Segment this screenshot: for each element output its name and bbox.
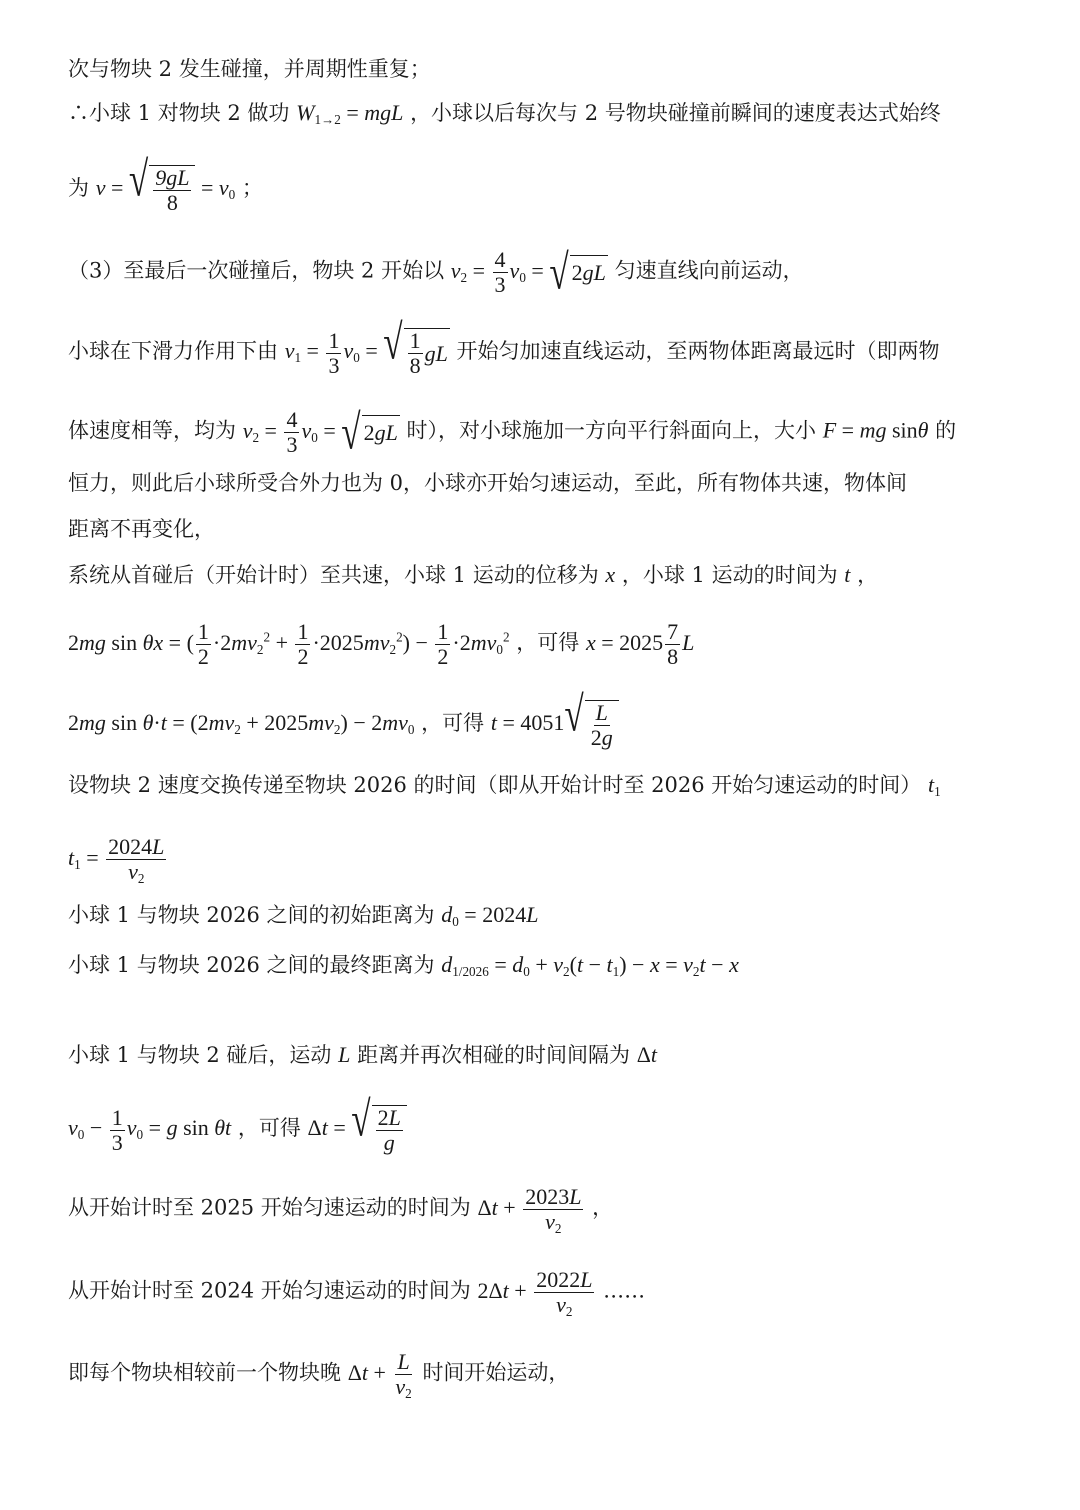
text-line-2 bbox=[68, 98, 1018, 128]
formula-final-distance: $d_{1/2026} = d_0 + v_2(t - t_1) - x = v_2t - x$ bbox=[441, 952, 739, 979]
line-text: 匀速直线向前运动， bbox=[614, 258, 804, 283]
line-text: ； bbox=[241, 176, 263, 201]
text-line-9 bbox=[68, 560, 1018, 590]
text-line-14 bbox=[68, 900, 1018, 930]
line-text: 为 bbox=[68, 176, 89, 201]
formula-t1: $t_1$ = $\frac{2024L}{v_2}$ bbox=[68, 834, 165, 887]
equation-interval bbox=[68, 1092, 1018, 1156]
equation-t1 bbox=[68, 834, 1018, 887]
line-text: …… bbox=[603, 1278, 646, 1303]
text-line-18 bbox=[68, 1184, 1018, 1237]
text-line-4 bbox=[68, 245, 1018, 300]
symbol-t: t bbox=[844, 562, 851, 587]
line-text: ， bbox=[592, 1195, 614, 1220]
text-line-6 bbox=[68, 405, 1018, 460]
text-line-12 bbox=[68, 770, 1018, 800]
line-text: 的 bbox=[935, 418, 957, 443]
line-text: ，小球 1 运动的时间为 bbox=[621, 563, 838, 587]
formula-t-result: t = 4051 √ $\frac{L}{2g}$ bbox=[491, 710, 619, 735]
equation-momentum bbox=[68, 687, 1018, 751]
formula-v2-equal: $v_2$ = $\frac{4}{3}$ $v_0$ = √ 2 gL bbox=[242, 405, 398, 460]
line-text: 体速度相等，均为 bbox=[68, 418, 236, 443]
line-text: ，小球以后每次与 2 号物块碰撞前瞬间的速度表达式始终 bbox=[410, 101, 941, 125]
formula-work: $W_{1\to 2}$ = mgL bbox=[296, 100, 404, 127]
symbol-delta-t: Δt bbox=[636, 1042, 658, 1067]
line-text: 从开始计时至 2024 开始匀速运动的时间为 bbox=[68, 1278, 471, 1303]
line-text: ， bbox=[857, 563, 879, 587]
formula-v1: $v_1$ = $\frac{1}{3}$ $v_0$ = √ $\frac{1}{8}$ gL bbox=[284, 315, 448, 379]
line-text: 次与物块 2 发生碰撞，并周期性重复； bbox=[68, 57, 431, 81]
line-text: ∴小球 1 对物块 2 做功 bbox=[68, 101, 290, 125]
formula-delta-t: Δt = √ $\frac{2L}{g}$ bbox=[308, 1115, 407, 1140]
formula-force: F = mg sinθ bbox=[822, 417, 929, 443]
formula-interval: $v_0$ − $\frac{1}{3}$ $v_0 = g$ sin θt bbox=[68, 1104, 232, 1155]
formula-momentum: 2mg $\sin \theta\cdot t = (2mv_2 + 2025mv_2) - 2mv_0$ bbox=[68, 710, 415, 738]
text-line-5 bbox=[68, 315, 1018, 379]
line-text: 距离不再变化， bbox=[68, 517, 215, 541]
line-text: 从开始计时至 2025 开始匀速运动的时间为 bbox=[68, 1195, 471, 1220]
line-text: ，可得 bbox=[237, 1116, 301, 1141]
symbol-L: L bbox=[338, 1042, 351, 1067]
line-text: 小球 1 与物块 2 碰后，运动 bbox=[68, 1043, 332, 1067]
line-text: 设物块 2 速度交换传递至物块 2026 的时间（即从开始计时至 2026 开始匀速运动的时间） bbox=[68, 773, 922, 797]
formula-v2: $v_2$ = $\frac{4}{3}$ $v_0$ = √ 2 gL bbox=[450, 245, 606, 300]
symbol-t1: $t_1$ bbox=[927, 772, 941, 799]
formula-energy: 2mg sin θx = ( $\frac{1}{2}$ $\cdot 2mv_2^2$ + $\frac{1}{2}$ $\cdot 2025mv_2^2$) − $\frac{1}{2}$ $\cdot 2mv_0^2$ bbox=[68, 619, 510, 670]
line-text: 系统从首碰后（开始计时）至共速，小球 1 运动的位移为 bbox=[68, 563, 599, 587]
text-line-15 bbox=[68, 950, 1018, 980]
text-line-19 bbox=[68, 1267, 1018, 1320]
formula-delay: Δt + $\frac{L}{v_2}$ bbox=[347, 1349, 412, 1402]
text-line-3 bbox=[68, 152, 1018, 216]
formula-speed: v = √ $\frac{9gL}{8}$ = $v_0$ bbox=[95, 152, 236, 216]
text-line-16 bbox=[68, 1040, 1018, 1070]
line-text: 开始匀加速直线运动，至两物体距离最远时（即两物 bbox=[456, 339, 940, 364]
line-text: 小球 1 与物块 2026 之间的最终距离为 bbox=[68, 953, 435, 977]
formula-time-2025: Δt + $\frac{2023L}{v_2}$ bbox=[477, 1184, 582, 1237]
line-text: 小球在下滑力作用下由 bbox=[68, 339, 278, 364]
text-line-7 bbox=[68, 468, 1018, 498]
line-text: ，可得 bbox=[516, 630, 580, 655]
equation-energy bbox=[68, 620, 1018, 669]
line-text: ，可得 bbox=[421, 711, 485, 736]
line-text: 时间开始运动， bbox=[422, 1360, 570, 1385]
formula-d0: $d_0 = 2024L$ bbox=[441, 902, 539, 929]
formula-time-2024: 2Δt + $\frac{2022L}{v_2}$ bbox=[477, 1267, 593, 1320]
text-line-1 bbox=[68, 54, 1018, 84]
line-text: 小球 1 与物块 2026 之间的初始距离为 bbox=[68, 903, 435, 927]
line-text: （3）至最后一次碰撞后，物块 2 开始以 bbox=[68, 258, 445, 283]
line-text: 距离并再次相碰的时间间隔为 bbox=[357, 1043, 631, 1067]
symbol-x: x bbox=[605, 562, 616, 587]
line-text: 恒力，则此后小球所受合外力也为 0，小球亦开始匀速运动，至此，所有物体共速，物体间 bbox=[68, 471, 908, 495]
formula-x-result: x = 2025 $\frac{7}{8}$ L bbox=[585, 619, 695, 670]
line-text: 时），对小球施加一方向平行斜面向上，大小 bbox=[406, 418, 816, 443]
line-text: 即每个物块相较前一个物块晚 bbox=[68, 1360, 341, 1385]
text-line-20 bbox=[68, 1349, 1018, 1402]
text-line-8 bbox=[68, 514, 1018, 544]
